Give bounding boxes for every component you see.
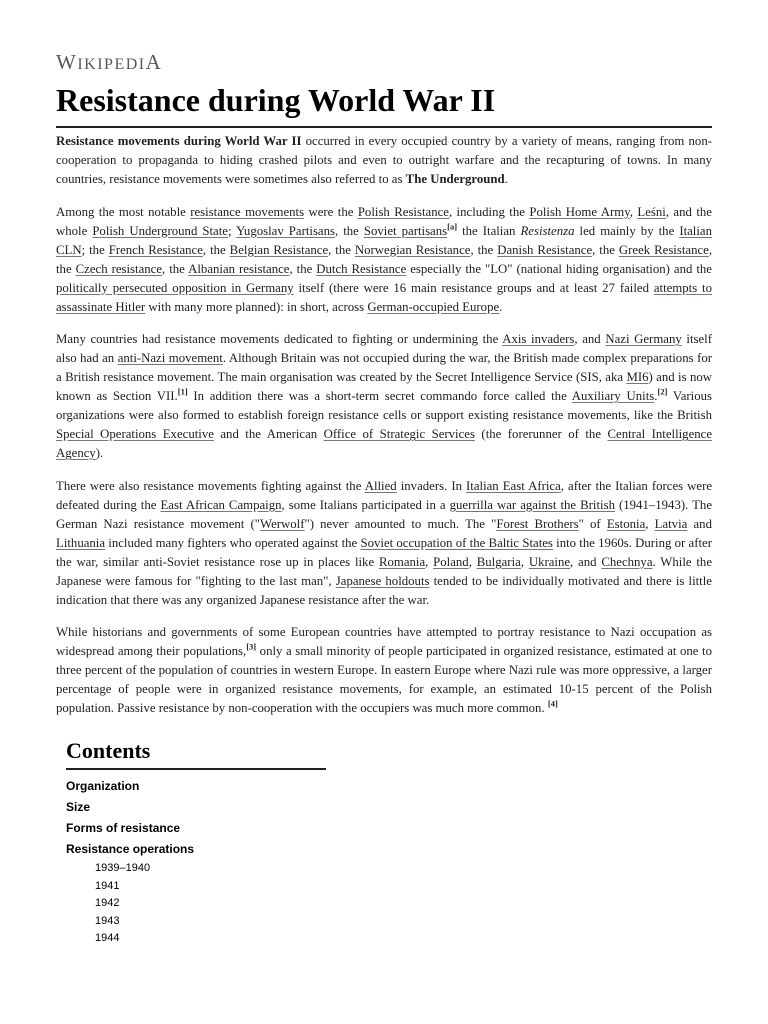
text-run: . Although Britain was not occupied during the war, the British made complex preparations for a British resistance movement. The main organisation was created by the Secret Intelligence Service (SIS, aka: [56, 351, 713, 385]
article-body: [56, 132, 712, 732]
text-run: , and: [574, 332, 606, 347]
contents-heading: Contents: [66, 738, 326, 770]
text-run: , the: [470, 242, 498, 257]
inline-link[interactable]: Leśni: [637, 204, 666, 219]
toc-subitem[interactable]: 1941: [95, 879, 120, 892]
citation-ref[interactable]: [a]: [447, 221, 458, 232]
wordmark-a: A: [145, 50, 163, 74]
paragraph-1: [56, 132, 712, 189]
inline-link[interactable]: Norwegian Resistance: [354, 242, 471, 257]
text-run: (1941–1943). The German Nazi resistance movement (": [56, 497, 712, 531]
inline-link[interactable]: Werwolf: [260, 516, 305, 531]
text-run: ,: [520, 554, 529, 569]
toc-item[interactable]: Size: [66, 800, 91, 814]
inline-link[interactable]: Bulgaria: [476, 554, 521, 569]
text-run: , the: [56, 242, 713, 276]
text-run: , and: [570, 554, 602, 569]
inline-link[interactable]: Chechnya: [601, 554, 653, 569]
inline-link[interactable]: Latvia: [654, 516, 688, 531]
text-run: the Italian: [457, 223, 521, 238]
text-run: , including the: [448, 204, 530, 219]
inline-link[interactable]: French Resistance: [108, 242, 203, 257]
inline-link[interactable]: Estonia: [606, 516, 646, 531]
toc-item[interactable]: Organization: [66, 779, 140, 793]
text-run: , the: [202, 242, 230, 257]
citation-ref[interactable]: [4]: [547, 699, 558, 710]
text-run: There were also resistance movements fighting against the: [56, 478, 365, 493]
citation-ref[interactable]: [3]: [246, 642, 257, 653]
text-run: " of: [578, 516, 607, 531]
text-run: led mainly by the: [574, 223, 680, 238]
text-run: In addition there was a short-term secret commando force called the: [187, 389, 572, 404]
inline-link[interactable]: Greek Resistance: [618, 242, 709, 257]
wordmark-iki: IKIPEDI: [77, 56, 146, 73]
wikipedia-wordmark[interactable]: [56, 50, 162, 75]
toc-subitem[interactable]: 1939–1940: [95, 862, 151, 874]
text-run: Among the most notable: [56, 204, 191, 219]
inline-link[interactable]: Dutch Resistance: [316, 261, 407, 276]
inline-link[interactable]: Romania: [378, 554, 426, 569]
text-run: only a small minority of people participated in organized resistance, estimated at one to three percent of the population of countries in western Europe. In eastern Europe where Nazi rule was more oppressive, a larger percentage of people were in organized resistance movements, for example, an estimated 10-15 percent of the Polish population. Passive resistance by non-cooperation with the occupiers was much more common.: [56, 644, 712, 716]
italic-text: Resistenza: [520, 223, 575, 238]
inline-link[interactable]: Polish Resistance: [357, 204, 449, 219]
inline-link[interactable]: East African Campaign: [160, 497, 282, 512]
text-run: ).: [95, 446, 104, 461]
table-of-contents: [66, 738, 326, 948]
toc-item[interactable]: Resistance operations: [66, 842, 195, 856]
toc-item[interactable]: Forms of resistance: [66, 821, 181, 835]
text-run: especially the "LO" (national hiding organisation) and the: [406, 261, 712, 276]
citation-ref[interactable]: [1]: [177, 386, 188, 397]
wordmark-w: W: [56, 50, 78, 74]
page-title: Resistance during World War II: [56, 82, 496, 118]
text-run: invaders. In: [396, 478, 467, 493]
text-run: ,: [425, 554, 434, 569]
text-run: ,: [468, 554, 477, 569]
text-run: tended to be individually motivated and there is little indication that there was any organized Japanese resistance after the war.: [56, 573, 712, 607]
inline-link[interactable]: anti-Nazi movement: [117, 351, 223, 366]
text-run: , the: [334, 223, 364, 238]
text-run: occurred in every occupied country by a variety of means, ranging from non-cooperation to propaganda to hiding crashed pilots and even to outright warfare and the recapturing of towns. In many countries, resistance movements were sometimes also referred to as: [56, 134, 712, 186]
citation-ref[interactable]: [2]: [657, 386, 668, 397]
inline-link[interactable]: Lithuania: [56, 535, 106, 550]
inline-link[interactable]: Auxiliary Units: [571, 389, 655, 404]
text-run: .: [499, 299, 503, 314]
inline-link[interactable]: Allied: [364, 478, 397, 493]
text-run: , and the whole: [56, 204, 712, 238]
paragraph-3: [56, 330, 712, 463]
inline-link[interactable]: Soviet occupation of the Baltic States: [360, 535, 553, 550]
inline-link[interactable]: Poland: [433, 554, 469, 569]
text-run: included many fighters who operated against the: [105, 535, 361, 550]
text-run: , some Italians participated in a: [281, 497, 450, 512]
toc-list: [66, 776, 326, 948]
inline-link[interactable]: Yugoslav Partisans: [236, 223, 335, 238]
inline-link[interactable]: Soviet partisans: [363, 223, 448, 238]
inline-link[interactable]: Albanian resistance: [188, 261, 290, 276]
text-run: While historians and governments of some European countries have attempted to portray resistance to Nazi occupation as widespread among their populations,: [56, 625, 712, 659]
text-run: with many more planned): in short, across: [145, 299, 368, 314]
inline-link[interactable]: Central Intelligence Agency: [56, 427, 713, 461]
inline-link[interactable]: Czech resistance: [75, 261, 163, 276]
text-run: and the American: [213, 427, 324, 442]
toc-subitem[interactable]: 1943: [95, 914, 120, 927]
inline-link[interactable]: MI6: [626, 370, 649, 385]
text-run: Various organizations were also formed to establish foreign resistance cells or support existing resistance movements, like the British: [56, 389, 712, 423]
inline-link[interactable]: Ukraine: [528, 554, 571, 569]
text-run: , the: [289, 261, 317, 276]
inline-link[interactable]: German-occupied Europe: [367, 299, 500, 314]
inline-link[interactable]: Axis invaders: [502, 332, 575, 347]
text-run: ; the: [81, 242, 109, 257]
bold-text: The Underground: [405, 172, 505, 186]
bold-text: Resistance movements during World War II: [56, 134, 302, 148]
inline-link[interactable]: Nazi Germany: [605, 332, 682, 347]
text-run: , the: [328, 242, 355, 257]
inline-link[interactable]: attempts to assassinate Hitler: [56, 280, 712, 314]
text-run: .: [504, 172, 508, 186]
text-run: ) and is now known as Section VII.: [56, 370, 712, 404]
inline-link[interactable]: Danish Resistance: [497, 242, 593, 257]
toc-subitem[interactable]: 1942: [95, 897, 120, 909]
text-run: , the: [162, 261, 189, 276]
inline-link[interactable]: Polish Underground State: [92, 223, 228, 238]
paragraph-2: [56, 203, 712, 317]
text-run: . While the Japanese were famous for "fighting to the last man",: [56, 554, 712, 588]
text-run: and: [687, 516, 712, 531]
inline-link[interactable]: resistance movements: [190, 204, 305, 219]
text-run: , after the Italian forces were defeated during the: [56, 478, 713, 512]
text-run: ;: [227, 223, 237, 238]
inline-link[interactable]: Italian CLN: [56, 223, 712, 257]
inline-link[interactable]: Japanese holdouts: [335, 573, 430, 588]
inline-link[interactable]: guerrilla war against the British: [449, 497, 615, 512]
text-run: (the forerunner of the: [474, 427, 608, 442]
inline-link[interactable]: Special Operations Executive: [56, 427, 214, 442]
inline-link[interactable]: Office of Strategic Services: [323, 427, 475, 442]
text-run: ,: [629, 204, 638, 219]
inline-link[interactable]: Belgian Resistance: [229, 242, 329, 257]
inline-link[interactable]: Forest Brothers: [496, 516, 579, 531]
paragraph-5: [56, 623, 712, 718]
text-run: .: [654, 389, 658, 404]
text-run: ") never amounted to much. The ": [304, 516, 497, 531]
inline-link[interactable]: Polish Home Army: [529, 204, 630, 219]
text-run: itself (there were 16 main resistance groups and at least 27 failed: [293, 280, 654, 295]
inline-link[interactable]: Italian East Africa: [466, 478, 561, 493]
text-run: Many countries had resistance movements dedicated to fighting or undermining the: [56, 332, 503, 347]
toc-subitem[interactable]: 1944: [95, 932, 120, 944]
title-divider: [56, 126, 712, 128]
text-run: were the: [304, 204, 358, 219]
text-run: into the 1960s. During or after the war, similar anti-Soviet resistance rose up in places like: [56, 535, 712, 569]
text-run: ,: [645, 516, 655, 531]
paragraph-4: [56, 477, 712, 610]
text-run: , the: [592, 242, 619, 257]
text-run: itself also had an: [56, 332, 712, 366]
inline-link[interactable]: politically persecuted opposition in Germany: [56, 280, 294, 295]
